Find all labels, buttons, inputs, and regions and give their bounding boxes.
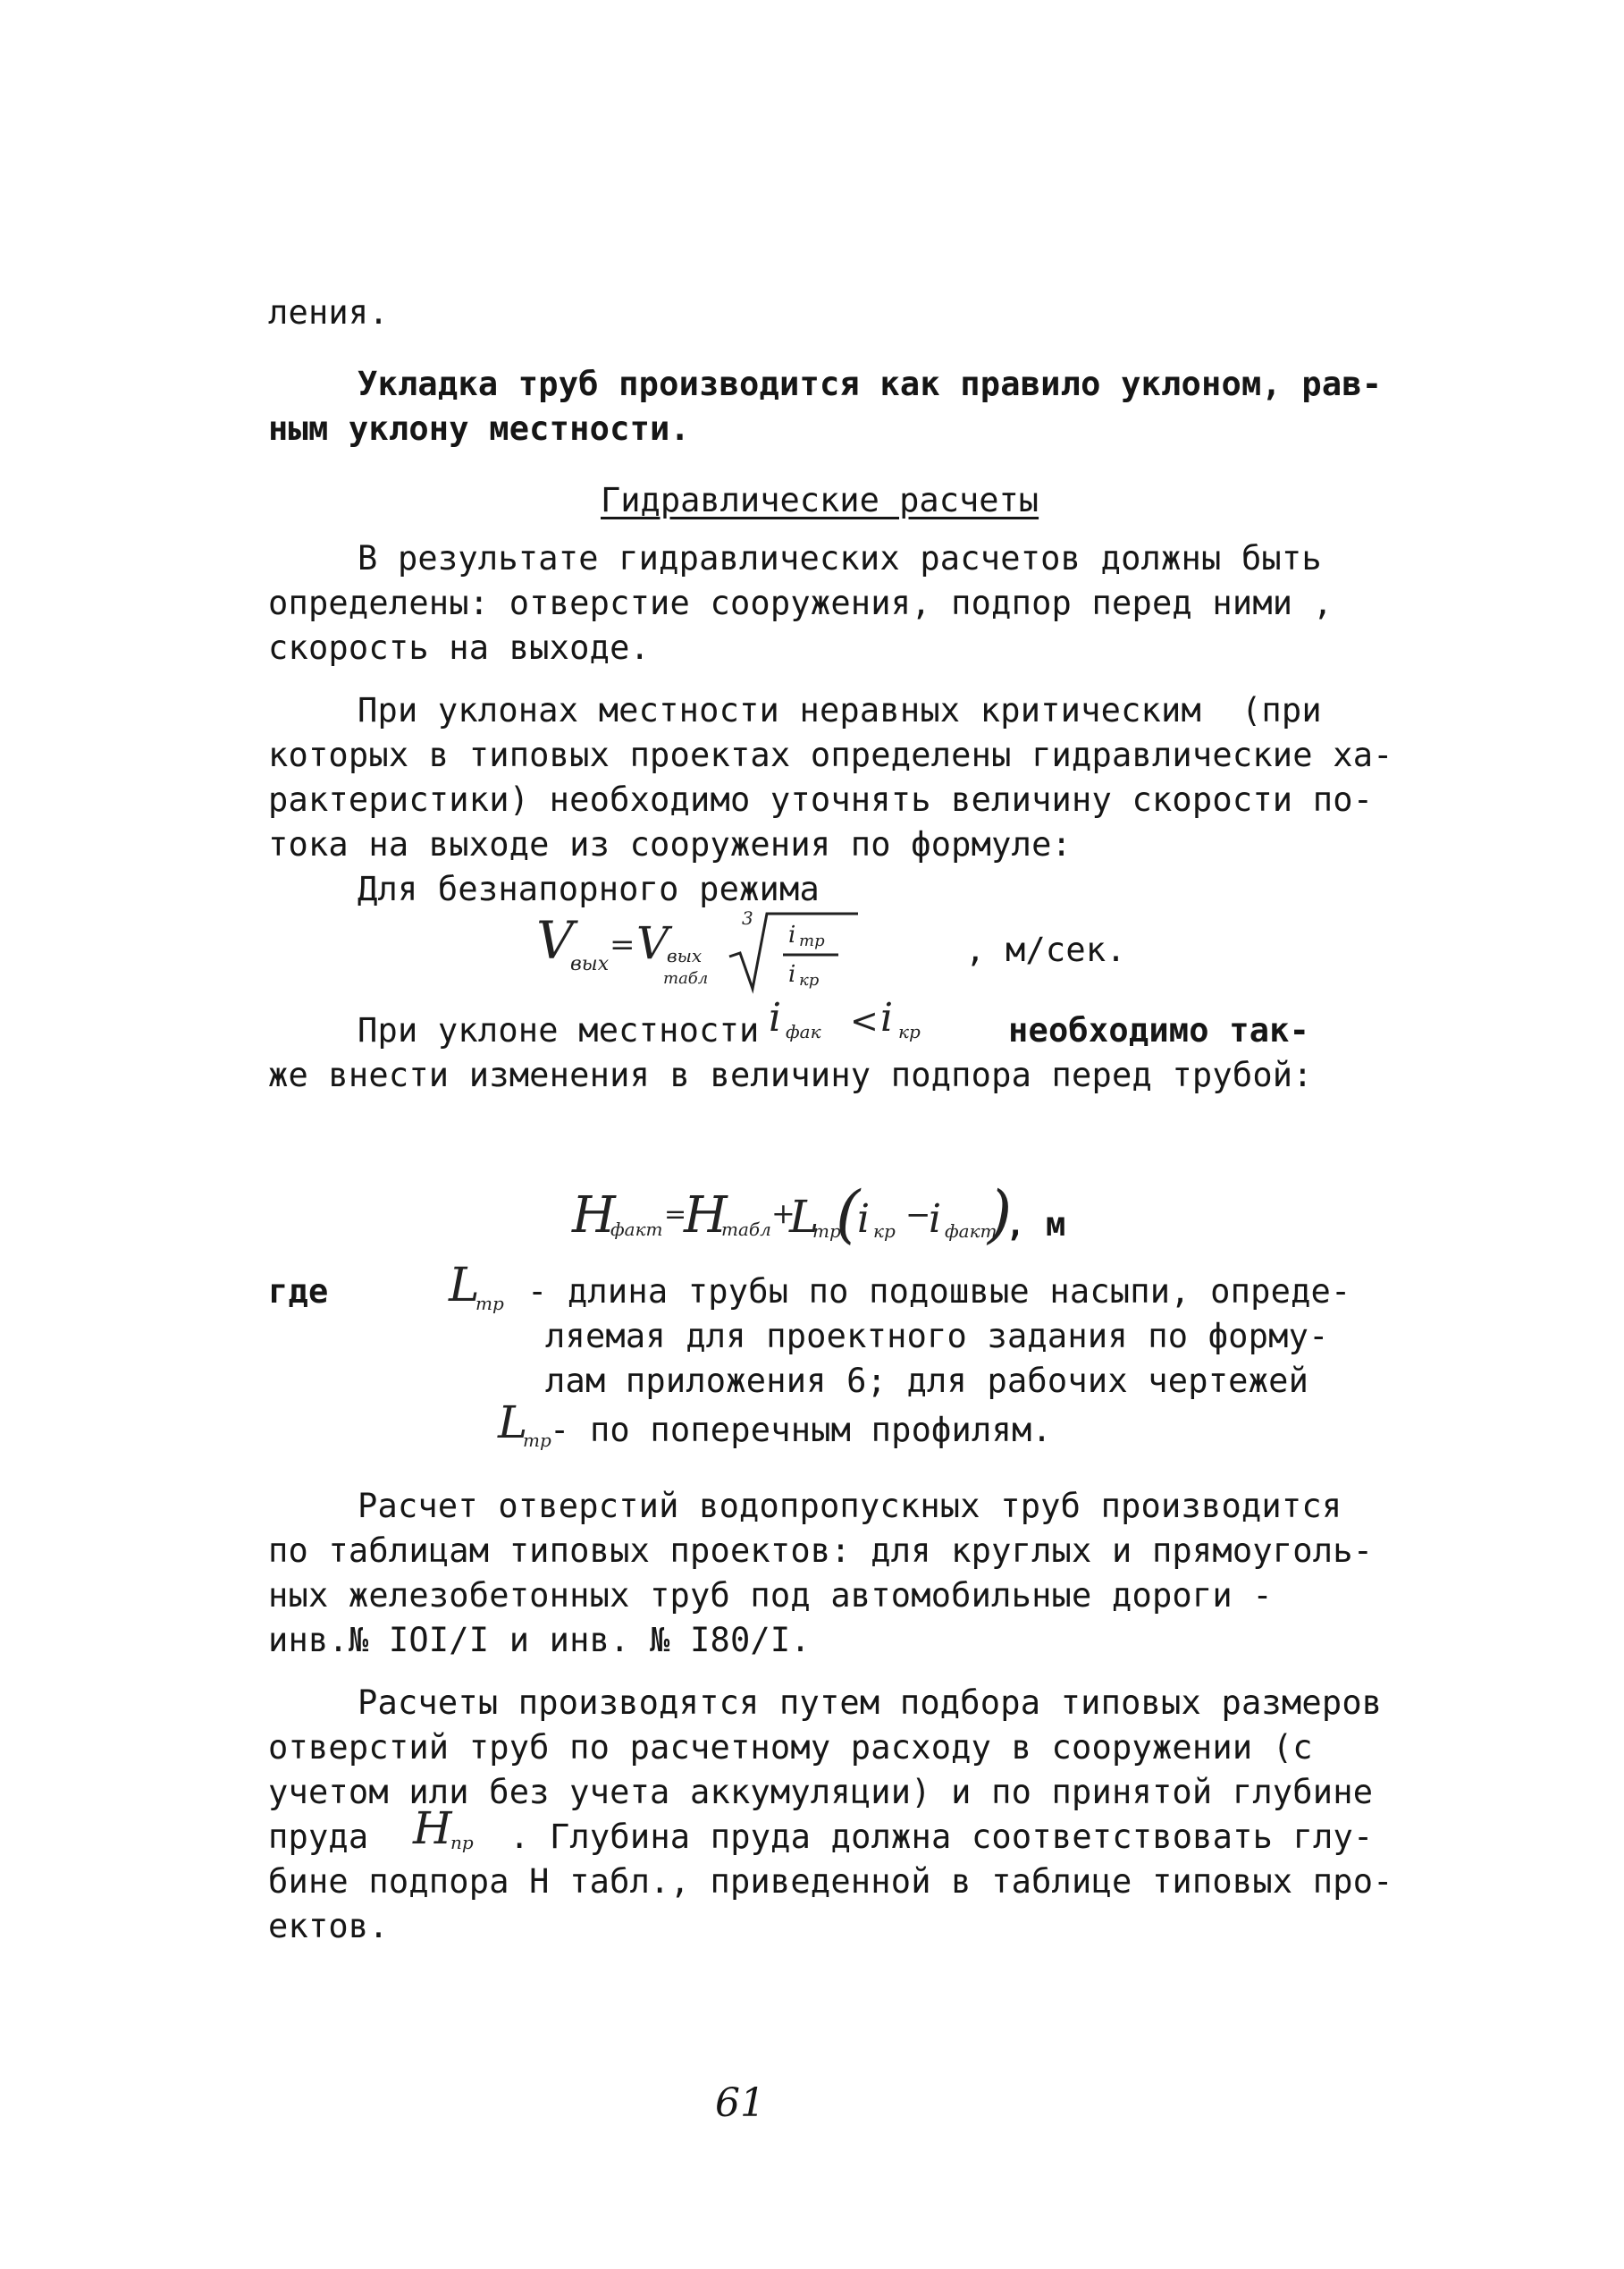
svg-text:тр: тр	[475, 1293, 504, 1314]
paragraph-line: Расчет отверстий водопропускных труб производится	[358, 1487, 1342, 1525]
svg-text:−: −	[905, 1197, 931, 1233]
svg-text:i: i	[929, 1196, 942, 1242]
paragraph-line: отверстий труб по расчетному расходу в сооружении (с	[268, 1728, 1313, 1767]
formula2-unit: , м	[1006, 1205, 1066, 1244]
svg-text:L: L	[449, 1259, 480, 1312]
paragraph-line: При уклоне местности	[358, 1011, 760, 1050]
paragraph-line: ным уклону местности.	[268, 409, 690, 448]
svg-text:тр: тр	[812, 1220, 841, 1242]
svg-text:тр: тр	[523, 1430, 551, 1451]
svg-text:фак: фак	[786, 1021, 821, 1042]
where-line: лам приложения 6; для рабочих чертежей	[545, 1362, 1309, 1400]
svg-text:=: =	[610, 927, 635, 963]
paragraph-line: При уклонах местности неравных критическим (при	[358, 691, 1322, 730]
paragraph-line: тока на выходе из сооружения по формуле:	[268, 825, 1073, 864]
paragraph-line: инв.№ IOI/I и инв. № I80/I.	[268, 1621, 811, 1659]
paragraph-line: определены: отверстие сооружения, подпор перед ними ,	[268, 584, 1334, 622]
svg-text:кр: кр	[898, 1021, 921, 1042]
svg-text:3: 3	[742, 907, 753, 929]
svg-text:i: i	[857, 1196, 871, 1242]
svg-text:L: L	[789, 1191, 820, 1243]
paragraph-line: учетом или без учета аккумуляции) и по принятой глубине	[268, 1773, 1374, 1811]
svg-text:V: V	[536, 910, 574, 971]
svg-text:пр: пр	[450, 1832, 474, 1853]
paragraph-line: по таблицам типовых проектов: для круглых и прямоуголь-	[268, 1531, 1374, 1570]
paragraph-line: В результате гидравлических расчетов должны быть	[358, 539, 1322, 578]
svg-text:кр: кр	[799, 971, 820, 990]
page-number: 61	[715, 2080, 765, 2126]
paragraph-line: . Глубина пруда должна соответствовать глу-	[509, 1818, 1374, 1856]
svg-text:табл: табл	[663, 969, 709, 988]
where-label: где	[268, 1272, 329, 1311]
paragraph-line: бине подпора Н табл., приведенной в таблице типовых про-	[268, 1862, 1393, 1901]
svg-text:вых: вых	[667, 945, 703, 966]
where-line: ляемая для проектного задания по форму-	[545, 1317, 1329, 1355]
paragraph-line: необходимо так-	[1008, 1011, 1310, 1050]
where-line: - по поперечным профилям.	[550, 1411, 1052, 1449]
formula1-unit: , м/сек.	[965, 931, 1126, 969]
svg-text:кр: кр	[873, 1220, 896, 1242]
paragraph-line: рактеристики) необходимо уточнять величину скорости по-	[268, 780, 1374, 819]
mode-label: Для безнапорного режима	[358, 870, 820, 908]
svg-text:i: i	[769, 997, 782, 1041]
svg-text:тр: тр	[799, 932, 825, 950]
svg-text:факт: факт	[610, 1219, 663, 1240]
svg-text:L: L	[498, 1396, 528, 1448]
symbol-L-tr	[447, 1256, 536, 1319]
svg-text:H: H	[572, 1186, 616, 1244]
svg-text:i: i	[880, 997, 894, 1041]
svg-text:H: H	[413, 1802, 452, 1854]
top-fragment: ления.	[268, 293, 389, 332]
paragraph-line: Расчеты производятся путем подбора типовых размеров	[358, 1683, 1383, 1722]
svg-text:V: V	[636, 917, 669, 969]
formula-velocity	[527, 903, 903, 1001]
symbol-H-pr	[411, 1797, 509, 1860]
paragraph-line: ных железобетонных труб под автомобильные дороги -	[268, 1576, 1273, 1615]
svg-text:<: <	[850, 1001, 879, 1041]
paragraph-line: ектов.	[268, 1907, 389, 1945]
paragraph-line: пруда	[268, 1818, 369, 1856]
paragraph-line: Укладка труб производится как правило уклоном, рав-	[358, 365, 1383, 403]
svg-text:табл: табл	[721, 1219, 771, 1240]
svg-text:=: =	[664, 1199, 687, 1230]
svg-text:): )	[988, 1177, 1013, 1251]
inline-slope-comparison	[764, 997, 988, 1050]
svg-text:+: +	[771, 1196, 795, 1230]
svg-text:вых: вых	[570, 953, 610, 975]
svg-text:i: i	[788, 922, 796, 949]
paragraph-line: же внести изменения в величину подпора перед трубой:	[268, 1056, 1313, 1094]
svg-text:(: (	[836, 1177, 861, 1251]
section-title: Гидравлические расчеты	[601, 481, 1039, 519]
svg-text:H: H	[684, 1186, 728, 1244]
svg-text:i: i	[788, 961, 796, 988]
paragraph-line: которых в типовых проектах определены гидравлические ха-	[268, 736, 1393, 774]
where-line: - длина трубы по подошвые насыпи, опреде-	[527, 1272, 1351, 1311]
paragraph-line: скорость на выходе.	[268, 628, 651, 667]
svg-text:факт: факт	[945, 1220, 997, 1242]
